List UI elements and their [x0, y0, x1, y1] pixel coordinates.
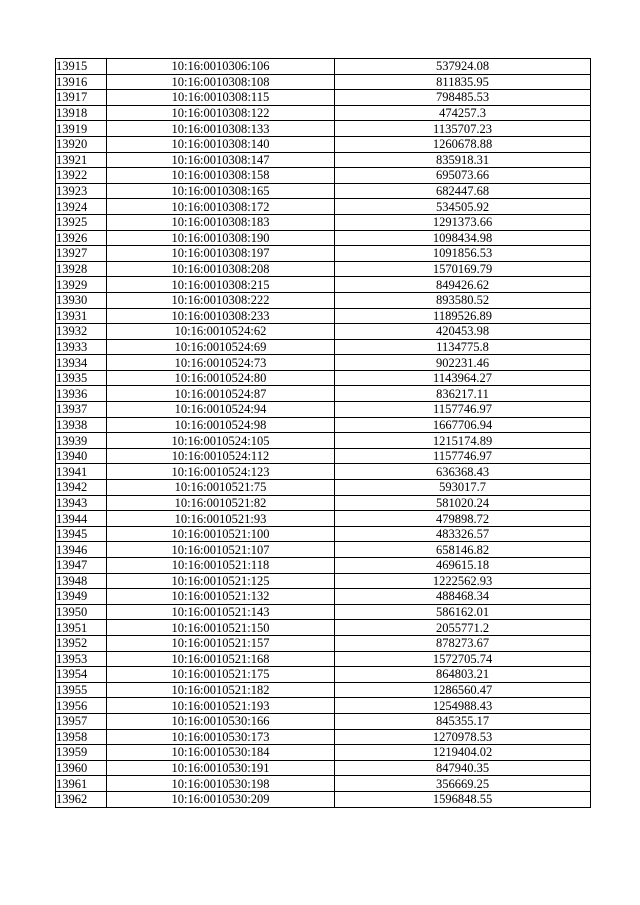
- row-number-cell: 13955: [56, 682, 107, 698]
- cadastral-code-cell: 10:16:0010524:87: [107, 386, 335, 402]
- table-row: [56, 589, 591, 605]
- value-cell: 849426.62: [335, 277, 591, 293]
- row-number-cell: 13951: [56, 620, 107, 636]
- cadastral-code-cell: 10:16:0010524:112: [107, 448, 335, 464]
- row-number-cell: 13956: [56, 698, 107, 714]
- table-row: [56, 402, 591, 418]
- table-row: [56, 542, 591, 558]
- row-number-cell: 13921: [56, 152, 107, 168]
- table-row: [56, 480, 591, 496]
- table-row: [56, 230, 591, 246]
- value-cell: 878273.67: [335, 635, 591, 651]
- row-number-cell: 13945: [56, 526, 107, 542]
- cadastral-code-cell: 10:16:0010524:123: [107, 464, 335, 480]
- value-cell: 1189526.89: [335, 308, 591, 324]
- cadastral-code-cell: 10:16:0010521:175: [107, 667, 335, 683]
- value-cell: 836217.11: [335, 386, 591, 402]
- cadastral-code-cell: 10:16:0010308:122: [107, 105, 335, 121]
- cadastral-code-cell: 10:16:0010521:107: [107, 542, 335, 558]
- value-cell: 864803.21: [335, 667, 591, 683]
- cadastral-code-cell: 10:16:0010524:69: [107, 339, 335, 355]
- cadastral-code-cell: 10:16:0010521:143: [107, 604, 335, 620]
- table-row: [56, 386, 591, 402]
- table-row: [56, 713, 591, 729]
- row-number-cell: 13962: [56, 791, 107, 807]
- cadastral-code-cell: 10:16:0010524:105: [107, 433, 335, 449]
- row-number-cell: 13923: [56, 183, 107, 199]
- row-number-cell: 13960: [56, 760, 107, 776]
- row-number-cell: 13932: [56, 324, 107, 340]
- cadastral-code-cell: 10:16:0010530:191: [107, 760, 335, 776]
- table-row: [56, 635, 591, 651]
- table-row: [56, 105, 591, 121]
- value-cell: 682447.68: [335, 183, 591, 199]
- row-number-cell: 13931: [56, 308, 107, 324]
- row-number-cell: 13939: [56, 433, 107, 449]
- cadastral-code-cell: 10:16:0010308:165: [107, 183, 335, 199]
- row-number-cell: 13934: [56, 355, 107, 371]
- row-number-cell: 13917: [56, 90, 107, 106]
- row-number-cell: 13915: [56, 59, 107, 75]
- cadastral-code-cell: 10:16:0010308:140: [107, 136, 335, 152]
- row-number-cell: 13928: [56, 261, 107, 277]
- cadastral-code-cell: 10:16:0010308:233: [107, 308, 335, 324]
- value-cell: 420453.98: [335, 324, 591, 340]
- value-cell: 1143964.27: [335, 370, 591, 386]
- value-cell: 902231.46: [335, 355, 591, 371]
- row-number-cell: 13929: [56, 277, 107, 293]
- table-row: [56, 558, 591, 574]
- value-cell: 1091856.53: [335, 246, 591, 262]
- table-row: [56, 246, 591, 262]
- row-number-cell: 13943: [56, 495, 107, 511]
- cadastral-code-cell: 10:16:0010521:193: [107, 698, 335, 714]
- row-number-cell: 13925: [56, 214, 107, 230]
- value-cell: 479898.72: [335, 511, 591, 527]
- table-row: [56, 183, 591, 199]
- cadastral-code-cell: 10:16:0010530:166: [107, 713, 335, 729]
- cadastral-code-cell: 10:16:0010521:118: [107, 558, 335, 574]
- table-row: [56, 604, 591, 620]
- row-number-cell: 13920: [56, 136, 107, 152]
- row-number-cell: 13950: [56, 604, 107, 620]
- row-number-cell: 13957: [56, 713, 107, 729]
- table-row: [56, 74, 591, 90]
- table-row: [56, 121, 591, 137]
- table-body: [56, 59, 591, 808]
- value-cell: 658146.82: [335, 542, 591, 558]
- table-row: [56, 667, 591, 683]
- row-number-cell: 13947: [56, 558, 107, 574]
- cadastral-code-cell: 10:16:0010524:73: [107, 355, 335, 371]
- cadastral-code-cell: 10:16:0010530:184: [107, 745, 335, 761]
- table-row: [56, 355, 591, 371]
- cadastral-code-cell: 10:16:0010521:182: [107, 682, 335, 698]
- row-number-cell: 13958: [56, 729, 107, 745]
- cadastral-code-cell: 10:16:0010308:183: [107, 214, 335, 230]
- row-number-cell: 13937: [56, 402, 107, 418]
- value-cell: 1219404.02: [335, 745, 591, 761]
- value-cell: 811835.95: [335, 74, 591, 90]
- table-row: [56, 495, 591, 511]
- cadastral-code-cell: 10:16:0010530:209: [107, 791, 335, 807]
- table-row: [56, 760, 591, 776]
- cadastral-code-cell: 10:16:0010308:208: [107, 261, 335, 277]
- value-cell: 1215174.89: [335, 433, 591, 449]
- table-row: [56, 448, 591, 464]
- cadastral-code-cell: 10:16:0010524:94: [107, 402, 335, 418]
- cadastral-code-cell: 10:16:0010521:157: [107, 635, 335, 651]
- row-number-cell: 13946: [56, 542, 107, 558]
- table-row: [56, 464, 591, 480]
- value-cell: 1135707.23: [335, 121, 591, 137]
- row-number-cell: 13936: [56, 386, 107, 402]
- row-number-cell: 13930: [56, 292, 107, 308]
- table-row: [56, 620, 591, 636]
- table-row: [56, 59, 591, 75]
- cadastral-code-cell: 10:16:0010521:82: [107, 495, 335, 511]
- cadastral-code-cell: 10:16:0010521:100: [107, 526, 335, 542]
- cadastral-code-cell: 10:16:0010308:158: [107, 168, 335, 184]
- value-cell: 1254988.43: [335, 698, 591, 714]
- row-number-cell: 13940: [56, 448, 107, 464]
- value-cell: 893580.52: [335, 292, 591, 308]
- value-cell: 593017.7: [335, 480, 591, 496]
- table-row: [56, 214, 591, 230]
- table-row: [56, 511, 591, 527]
- table-row: [56, 791, 591, 807]
- row-number-cell: 13948: [56, 573, 107, 589]
- cadastral-code-cell: 10:16:0010521:168: [107, 651, 335, 667]
- row-number-cell: 13949: [56, 589, 107, 605]
- value-cell: 1157746.97: [335, 448, 591, 464]
- table-row: [56, 729, 591, 745]
- cadastral-code-cell: 10:16:0010308:172: [107, 199, 335, 215]
- cadastral-code-cell: 10:16:0010521:125: [107, 573, 335, 589]
- value-cell: 356669.25: [335, 776, 591, 792]
- cadastral-code-cell: 10:16:0010524:80: [107, 370, 335, 386]
- table-row: [56, 776, 591, 792]
- value-cell: 474257.3: [335, 105, 591, 121]
- table-row: [56, 324, 591, 340]
- table-row: [56, 682, 591, 698]
- cadastral-code-cell: 10:16:0010308:147: [107, 152, 335, 168]
- value-cell: 636368.43: [335, 464, 591, 480]
- cadastral-code-cell: 10:16:0010524:98: [107, 417, 335, 433]
- data-table: [55, 58, 591, 808]
- cadastral-code-cell: 10:16:0010521:93: [107, 511, 335, 527]
- row-number-cell: 13938: [56, 417, 107, 433]
- value-cell: 1134775.8: [335, 339, 591, 355]
- row-number-cell: 13941: [56, 464, 107, 480]
- table-row: [56, 152, 591, 168]
- row-number-cell: 13933: [56, 339, 107, 355]
- value-cell: 1260678.88: [335, 136, 591, 152]
- value-cell: 1572705.74: [335, 651, 591, 667]
- value-cell: 581020.24: [335, 495, 591, 511]
- value-cell: 488468.34: [335, 589, 591, 605]
- cadastral-code-cell: 10:16:0010308:222: [107, 292, 335, 308]
- table-row: [56, 745, 591, 761]
- value-cell: 2055771.2: [335, 620, 591, 636]
- cadastral-code-cell: 10:16:0010306:106: [107, 59, 335, 75]
- table-row: [56, 651, 591, 667]
- table-row: [56, 698, 591, 714]
- cadastral-code-cell: 10:16:0010521:132: [107, 589, 335, 605]
- value-cell: 469615.18: [335, 558, 591, 574]
- value-cell: 1291373.66: [335, 214, 591, 230]
- table-row: [56, 370, 591, 386]
- table-row: [56, 573, 591, 589]
- value-cell: 1270978.53: [335, 729, 591, 745]
- table-row: [56, 339, 591, 355]
- cadastral-code-cell: 10:16:0010530:173: [107, 729, 335, 745]
- row-number-cell: 13961: [56, 776, 107, 792]
- cadastral-code-cell: 10:16:0010521:75: [107, 480, 335, 496]
- value-cell: 1667706.94: [335, 417, 591, 433]
- cadastral-code-cell: 10:16:0010308:133: [107, 121, 335, 137]
- row-number-cell: 13935: [56, 370, 107, 386]
- row-number-cell: 13924: [56, 199, 107, 215]
- table-row: [56, 417, 591, 433]
- value-cell: 845355.17: [335, 713, 591, 729]
- table-row: [56, 261, 591, 277]
- value-cell: 483326.57: [335, 526, 591, 542]
- row-number-cell: 13926: [56, 230, 107, 246]
- row-number-cell: 13959: [56, 745, 107, 761]
- cadastral-code-cell: 10:16:0010530:198: [107, 776, 335, 792]
- row-number-cell: 13919: [56, 121, 107, 137]
- value-cell: 1157746.97: [335, 402, 591, 418]
- table-row: [56, 136, 591, 152]
- table-row: [56, 526, 591, 542]
- value-cell: 586162.01: [335, 604, 591, 620]
- row-number-cell: 13953: [56, 651, 107, 667]
- cadastral-code-cell: 10:16:0010521:150: [107, 620, 335, 636]
- row-number-cell: 13927: [56, 246, 107, 262]
- table-row: [56, 292, 591, 308]
- value-cell: 534505.92: [335, 199, 591, 215]
- row-number-cell: 13954: [56, 667, 107, 683]
- value-cell: 695073.66: [335, 168, 591, 184]
- value-cell: 1098434.98: [335, 230, 591, 246]
- cadastral-code-cell: 10:16:0010308:190: [107, 230, 335, 246]
- table-row: [56, 90, 591, 106]
- table-row: [56, 168, 591, 184]
- row-number-cell: 13918: [56, 105, 107, 121]
- table-row: [56, 308, 591, 324]
- cadastral-code-cell: 10:16:0010308:115: [107, 90, 335, 106]
- value-cell: 1596848.55: [335, 791, 591, 807]
- table-row: [56, 277, 591, 293]
- row-number-cell: 13922: [56, 168, 107, 184]
- value-cell: 1570169.79: [335, 261, 591, 277]
- table-row: [56, 199, 591, 215]
- cadastral-code-cell: 10:16:0010308:108: [107, 74, 335, 90]
- cadastral-code-cell: 10:16:0010308:215: [107, 277, 335, 293]
- value-cell: 1286560.47: [335, 682, 591, 698]
- row-number-cell: 13942: [56, 480, 107, 496]
- value-cell: 798485.53: [335, 90, 591, 106]
- value-cell: 537924.08: [335, 59, 591, 75]
- value-cell: 835918.31: [335, 152, 591, 168]
- row-number-cell: 13952: [56, 635, 107, 651]
- row-number-cell: 13944: [56, 511, 107, 527]
- value-cell: 847940.35: [335, 760, 591, 776]
- value-cell: 1222562.93: [335, 573, 591, 589]
- table-row: [56, 433, 591, 449]
- cadastral-code-cell: 10:16:0010308:197: [107, 246, 335, 262]
- row-number-cell: 13916: [56, 74, 107, 90]
- cadastral-code-cell: 10:16:0010524:62: [107, 324, 335, 340]
